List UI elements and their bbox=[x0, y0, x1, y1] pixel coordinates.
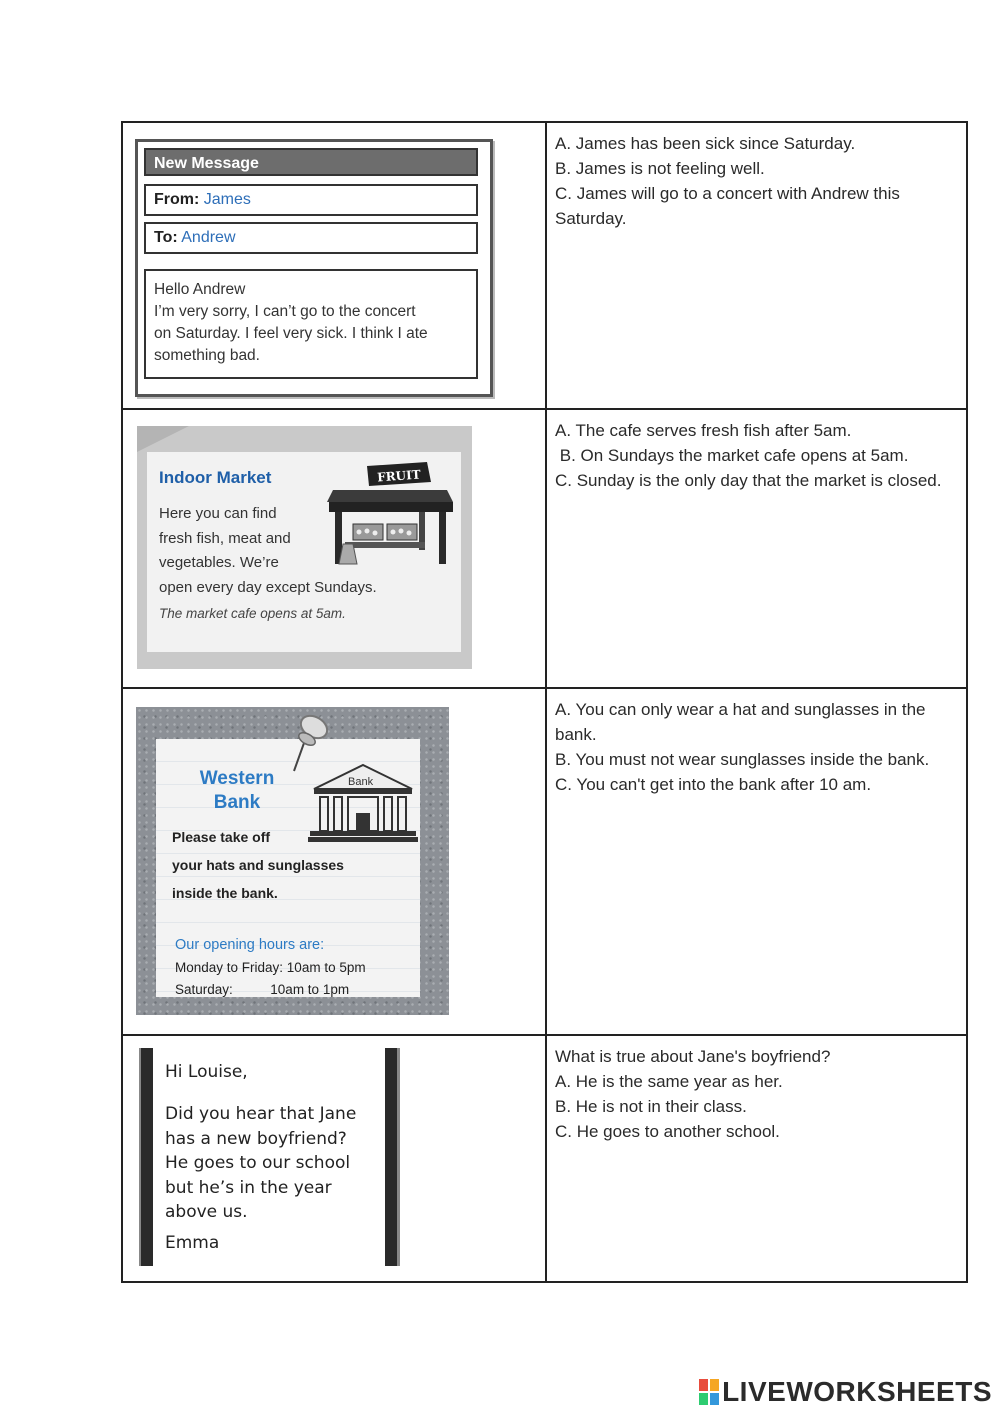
question-text: What is true about Jane's boyfriend? bbox=[555, 1047, 831, 1066]
hours-line: Saturday: 10am to 1pm bbox=[175, 982, 350, 997]
image-cell-1 bbox=[122, 122, 546, 409]
from-value: James bbox=[203, 191, 251, 208]
options-cell-2 bbox=[546, 409, 967, 688]
message-window bbox=[135, 139, 493, 397]
market-image bbox=[123, 410, 545, 687]
message-line: I’m very sorry, I can’t go to the concert bbox=[154, 303, 416, 320]
message-image bbox=[123, 123, 545, 408]
note-line: He goes to our school bbox=[165, 1153, 351, 1173]
note-line: Did you hear that Jane bbox=[165, 1104, 357, 1124]
logo-mark-icon bbox=[699, 1379, 719, 1405]
option-b: B. He is not in their class. bbox=[555, 1097, 747, 1116]
bank-title-line: Bank bbox=[213, 792, 261, 813]
market-cafe-note: The market cafe opens at 5am. bbox=[159, 606, 346, 621]
market-line: fresh fish, meat and bbox=[159, 529, 291, 547]
options-cell-4 bbox=[546, 1035, 967, 1282]
market-line: vegetables. We’re bbox=[159, 554, 279, 571]
message-from-field bbox=[144, 184, 478, 216]
image-cell-3 bbox=[122, 688, 546, 1035]
bank-notice bbox=[156, 739, 420, 997]
message-line: something bad. bbox=[154, 347, 260, 364]
market-sign bbox=[147, 452, 461, 652]
bank-image bbox=[123, 689, 545, 1034]
hours-line: Monday to Friday: 10am to 5pm bbox=[175, 960, 366, 975]
building-label: Bank bbox=[348, 776, 374, 788]
note-greeting: Hi Louise, bbox=[165, 1062, 248, 1082]
logo-mark-block bbox=[710, 1393, 719, 1405]
note-image bbox=[123, 1036, 545, 1281]
corkboard-background bbox=[136, 707, 449, 1015]
to-label: To: bbox=[154, 229, 178, 246]
question-row-1 bbox=[122, 122, 967, 409]
bank-title-line: Western bbox=[199, 768, 275, 789]
message-body bbox=[144, 269, 478, 379]
option-a: A. You can only wear a hat and sunglasses in the bank. bbox=[555, 700, 931, 744]
logo-mark-block bbox=[699, 1393, 708, 1405]
to-value: Andrew bbox=[181, 229, 236, 246]
liveworksheets-logo bbox=[699, 1376, 992, 1408]
bank-building-icon bbox=[308, 761, 418, 843]
note-body bbox=[165, 1102, 356, 1225]
market-sign-background bbox=[137, 426, 472, 669]
market-title: Indoor Market bbox=[159, 468, 272, 487]
logo-mark-block bbox=[710, 1379, 719, 1391]
bank-rule-line: Please take off bbox=[172, 829, 271, 845]
message-to-field bbox=[144, 222, 478, 254]
options-cell-3 bbox=[546, 688, 967, 1035]
option-b: B. You must not wear sunglasses inside the bank. bbox=[555, 750, 930, 769]
options-cell-1 bbox=[546, 122, 967, 409]
option-a: A. James has been sick since Saturday. bbox=[555, 134, 856, 153]
pushpin-icon bbox=[290, 711, 336, 773]
image-cell-4 bbox=[122, 1035, 546, 1282]
stall-sign-text: FRUIT bbox=[376, 467, 422, 485]
market-line: Here you can find bbox=[159, 505, 277, 522]
image-cell-2 bbox=[122, 409, 546, 688]
question-row-4 bbox=[122, 1035, 967, 1282]
note-border-right bbox=[385, 1048, 400, 1266]
fruit-stall-icon bbox=[323, 460, 457, 570]
worksheet-table bbox=[121, 121, 968, 1283]
option-a: A. He is the same year as her. bbox=[555, 1072, 783, 1091]
question-row-2 bbox=[122, 409, 967, 688]
from-label: From: bbox=[154, 191, 200, 208]
hours-title: Our opening hours are: bbox=[175, 937, 325, 953]
page-fold-corner bbox=[137, 426, 189, 452]
question-row-3 bbox=[122, 688, 967, 1035]
note-signature: Emma bbox=[165, 1233, 220, 1253]
bank-rule-line: inside the bank. bbox=[172, 885, 278, 901]
logo-mark-block bbox=[699, 1379, 708, 1391]
option-b: B. On Sundays the market cafe opens at 5am. bbox=[555, 446, 909, 465]
message-header: New Message bbox=[144, 148, 478, 176]
market-text bbox=[159, 502, 377, 600]
note-border-left bbox=[139, 1048, 153, 1266]
option-c: C. James will go to a concert with Andrew this Saturday. bbox=[555, 184, 905, 228]
option-a: A. The cafe serves fresh fish after 5am. bbox=[555, 421, 852, 440]
option-c: C. He goes to another school. bbox=[555, 1122, 780, 1141]
brand-name: LIVEWORKSHEETS bbox=[722, 1376, 992, 1407]
note-line: but he’s in the year bbox=[165, 1177, 332, 1198]
note-line: has a new boyfriend? bbox=[165, 1128, 347, 1149]
message-line: Hello Andrew bbox=[154, 281, 246, 298]
bank-title bbox=[182, 767, 292, 815]
option-c: C. Sunday is the only day that the market is closed. bbox=[555, 471, 942, 490]
market-line: open every day except Sundays. bbox=[159, 578, 377, 596]
option-b: B. James is not feeling well. bbox=[555, 159, 765, 178]
message-line: on Saturday. I feel very sick. I think I ate bbox=[154, 325, 428, 342]
option-c: C. You can't get into the bank after 10 am. bbox=[555, 775, 872, 794]
note-line: above us. bbox=[165, 1202, 248, 1222]
bank-rule-line: your hats and sunglasses bbox=[172, 857, 344, 873]
